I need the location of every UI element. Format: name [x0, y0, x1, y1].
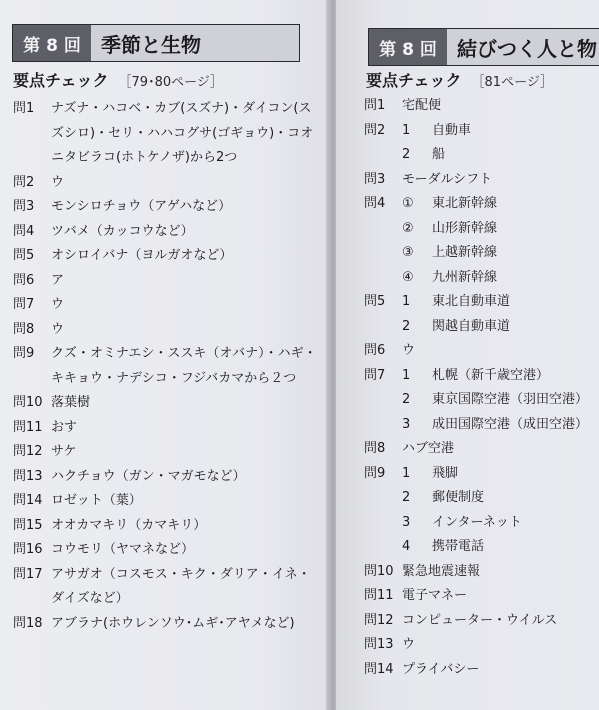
question-item [364, 633, 596, 658]
answer: 宅配便 [402, 98, 442, 113]
question-item [364, 364, 596, 438]
answer: ア [51, 272, 65, 288]
right-answer-list [364, 94, 596, 682]
sub-answer-text: 東北新幹線 [432, 196, 498, 211]
question-item [364, 119, 596, 168]
question-number: 問9 [13, 346, 35, 361]
right-lesson-title: 結びつく人と物 [447, 29, 599, 65]
sub-answer-text: 成田国際空港（成田空港） [432, 416, 589, 432]
sub-number: 2 [402, 147, 411, 162]
sub-number: 3 [402, 514, 411, 530]
question-number: 問7 [364, 367, 386, 383]
question-number: 問2 [13, 174, 35, 190]
question-item [13, 269, 318, 294]
answer: ロゼット（葉） [51, 493, 142, 508]
left-lesson-header [12, 24, 300, 62]
question-number: 問5 [13, 248, 35, 263]
question-item [364, 290, 596, 339]
question-item [13, 465, 318, 490]
answer [402, 364, 596, 438]
question-number: 問13 [13, 468, 43, 484]
question-item [13, 514, 318, 539]
question-number: 問6 [364, 343, 386, 358]
left-answer-list [13, 97, 318, 636]
sub-number: 1 [402, 122, 411, 138]
sub-answer-text: 携帯電話 [432, 539, 485, 554]
question-item [364, 560, 596, 585]
answer: 緊急地震速報 [402, 563, 481, 579]
question-number: 問8 [13, 321, 35, 337]
sub-answer-text: 東京国際空港（羽田空港） [432, 392, 589, 407]
question-item [364, 437, 596, 462]
answer: ウ [51, 297, 65, 312]
sub-answer-text: 上越新幹線 [432, 245, 498, 260]
answer: 電子マネー [402, 588, 468, 603]
sub-number: ③ [402, 245, 414, 260]
question-item [13, 612, 318, 637]
sub-answer [402, 192, 596, 217]
answer: モーダルシフト [402, 171, 493, 187]
answer [402, 119, 596, 168]
right-page [336, 0, 599, 710]
question-number: 問17 [13, 566, 43, 582]
sub-number: 1 [402, 294, 411, 309]
question-item [13, 538, 318, 563]
sub-answer [402, 217, 596, 242]
question-number: 問13 [364, 637, 394, 652]
answer: プライバシー [402, 661, 480, 677]
question-number: 問3 [364, 171, 386, 187]
question-item [13, 244, 318, 269]
question-number: 問8 [364, 441, 386, 456]
question-number: 問9 [364, 465, 386, 481]
answer: コンピューター・ウイルス [402, 612, 558, 628]
sub-answer [402, 462, 596, 487]
answer: おす [51, 419, 78, 435]
question-number: 問16 [13, 542, 43, 557]
sub-number: 2 [402, 392, 411, 407]
question-item [13, 318, 318, 343]
sub-answer-text: 東北自動車道 [432, 294, 511, 309]
question-item [13, 440, 318, 465]
question-item [364, 609, 596, 634]
question-item [13, 416, 318, 441]
question-item [364, 339, 596, 364]
right-check-heading [366, 68, 553, 91]
sub-answer-text: 飛脚 [432, 465, 459, 481]
sub-answer [402, 143, 596, 168]
question-item [364, 658, 596, 683]
sub-answer [402, 413, 596, 438]
answer: ナズナ・ハコベ・カブ(スズナ)・ダイコン(スズシロ)・セリ・ハハコグサ(ゴギョウ)・コオニタビラコ(ホトケノザ)から2つ [51, 101, 314, 165]
sub-number: 3 [402, 416, 411, 432]
question-item [364, 584, 596, 609]
answer [402, 290, 596, 339]
question-number: 問4 [364, 196, 386, 211]
answer: ハブ空港 [402, 441, 455, 456]
sub-number: 2 [402, 490, 411, 505]
sub-number: ④ [402, 269, 414, 285]
question-number: 問1 [13, 101, 35, 116]
answer: ウ [51, 174, 65, 190]
answer: ハクチョウ（ガン・マガモなど） [51, 468, 246, 484]
question-number: 問12 [364, 612, 394, 628]
answer: ウ [51, 321, 65, 337]
answer: 落葉樹 [51, 395, 91, 410]
question-item [364, 94, 596, 119]
left-page-ref: ［79･80ページ］ [118, 75, 223, 90]
question-number: 問3 [13, 199, 35, 214]
question-item [13, 220, 318, 245]
question-item [13, 391, 318, 416]
sub-answer [402, 364, 596, 389]
question-number: 問15 [13, 517, 43, 533]
answer: アブラナ(ホウレンソウ･ムギ･アヤメなど) [51, 615, 295, 631]
question-item [13, 563, 318, 612]
sub-answer-text: 関越自動車道 [432, 318, 511, 334]
sub-answer-text: 山形新幹線 [432, 220, 498, 236]
right-lesson-header [368, 28, 599, 66]
answer: コウモリ（ヤマネなど） [51, 542, 195, 557]
sub-answer [402, 315, 596, 340]
answer [402, 192, 596, 290]
right-lesson-badge: 第 8 回 [369, 29, 447, 65]
question-item [364, 192, 596, 290]
sub-answer-text: インターネット [432, 514, 522, 530]
question-number: 問4 [13, 223, 35, 239]
answer: ウ [402, 637, 416, 652]
sub-answer [402, 486, 596, 511]
sub-answer-text: 自動車 [432, 122, 472, 138]
question-number: 問14 [364, 661, 394, 677]
question-number: 問12 [13, 444, 43, 459]
sub-answer [402, 535, 596, 560]
answer: ツバメ（カッコウなど） [51, 223, 194, 239]
question-item [364, 168, 596, 193]
answer: オオカマキリ（カマキリ） [51, 517, 207, 533]
question-item [364, 462, 596, 560]
sub-answer [402, 290, 596, 315]
question-number: 問11 [13, 419, 43, 435]
sub-answer [402, 511, 596, 536]
answer: オシロイバナ（ヨルガオなど） [51, 248, 233, 263]
sub-answer-text: 船 [432, 147, 446, 162]
sub-answer [402, 388, 596, 413]
question-number: 問11 [364, 588, 394, 603]
answer: ウ [402, 343, 416, 358]
right-page-ref: ［81ページ］ [471, 75, 553, 90]
question-number: 問6 [13, 272, 35, 288]
sub-number: 1 [402, 465, 411, 481]
sub-answer [402, 266, 596, 291]
question-number: 問1 [364, 98, 386, 113]
answer: モンシロチョウ（アゲハなど） [51, 199, 232, 214]
sub-number: 1 [402, 367, 411, 383]
sub-number: 2 [402, 318, 411, 334]
question-number: 問18 [13, 615, 43, 631]
question-number: 問10 [13, 395, 43, 410]
sub-answer-text: 郵便制度 [432, 490, 485, 505]
right-check-label: 要点チェック [366, 71, 462, 90]
question-item [13, 489, 318, 514]
left-check-heading [13, 68, 223, 91]
answer: クズ・オミナエシ・ススキ（オバナ）・ハギ・キキョウ・ナデシコ・フジバカマから２つ [51, 346, 317, 386]
sub-answer [402, 119, 596, 144]
question-item [13, 195, 318, 220]
sub-number: ① [402, 196, 414, 211]
left-check-label: 要点チェック [13, 71, 109, 90]
answer: アサガオ（コスモス・キク・ダリア・イネ・ダイズなど） [51, 566, 311, 606]
answer: サケ [51, 444, 77, 459]
left-lesson-title: 季節と生物 [91, 25, 299, 61]
left-lesson-badge: 第 8 回 [13, 25, 91, 61]
question-item [13, 97, 318, 171]
sub-number: 4 [402, 539, 411, 554]
question-number: 問5 [364, 294, 386, 309]
sub-answer-text: 札幌（新千歳空港） [432, 367, 550, 383]
sub-answer-text: 九州新幹線 [432, 269, 498, 285]
question-number: 問10 [364, 563, 394, 579]
question-item [13, 171, 318, 196]
question-number: 問7 [13, 297, 35, 312]
answer [402, 462, 596, 560]
question-number: 問14 [13, 493, 43, 508]
sub-answer [402, 241, 596, 266]
sub-number: ② [402, 220, 414, 236]
question-item [13, 293, 318, 318]
question-number: 問2 [364, 122, 386, 138]
question-item [13, 342, 318, 391]
